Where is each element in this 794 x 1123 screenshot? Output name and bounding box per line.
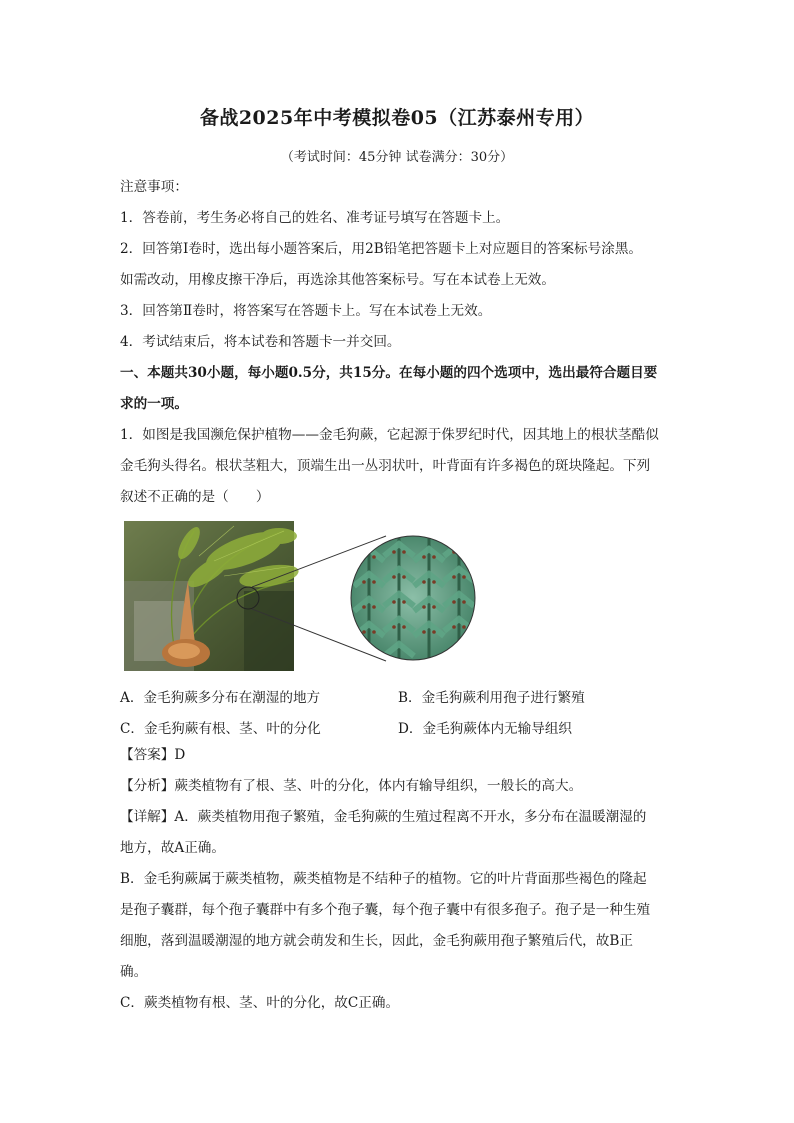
option-b: B．金毛狗蕨利用孢子进行繁殖 <box>398 690 585 706</box>
option-d: D．金毛狗蕨体内无输导组织 <box>398 721 573 737</box>
page-title: 备战2025年中考模拟卷05（江苏泰州专用） <box>199 107 595 129</box>
fern-photo <box>124 521 300 671</box>
note-item: 如需改动，用橡皮擦干净后，再选涂其他答案标号。写在本试卷上无效。 <box>120 272 555 288</box>
detail-line: C．蕨类植物有根、茎、叶的分化，故C正确。 <box>120 995 400 1011</box>
section-instructions: 一、本题共30小题，每小题0.5分，共15分。在每小题的四个选项中，选出最符合题目要 <box>120 365 658 381</box>
answer-line: 【答案】D <box>120 747 186 763</box>
magnified-leaf <box>351 531 475 671</box>
note-item: 2．回答第Ⅰ卷时，选出每小题答案后，用2B铅笔把答题卡上对应题目的答案标号涂黑。 <box>120 241 643 257</box>
note-item: 4．考试结束后，将本试卷和答题卡一并交回。 <box>120 334 401 350</box>
exam-info: （考试时间：45分钟 试卷满分：30分） <box>280 150 514 165</box>
note-item: 1．答卷前，考生务必将自己的姓名、准考证号填写在答题卡上。 <box>120 210 510 226</box>
question-stem: 叙述不正确的是（ ） <box>120 489 270 505</box>
detail-line: 地方，故A正确。 <box>120 840 225 856</box>
detail-line: 是孢子囊群，每个孢子囊群中有多个孢子囊，每个孢子囊中有很多孢子。孢子是一种生殖 <box>120 902 651 918</box>
option-c: C．金毛狗蕨有根、茎、叶的分化 <box>120 721 321 737</box>
analysis-line: 【分析】蕨类植物有了根、茎、叶的分化，体内有输导组织，一般长的高大。 <box>120 778 583 794</box>
section-instructions: 求的一项。 <box>120 396 188 412</box>
detail-line: B．金毛狗蕨属于蕨类植物，蕨类植物是不结种子的植物。它的叶片背面那些褐色的隆起 <box>120 871 647 887</box>
detail-line: 细胞，落到温暖潮湿的地方就会萌发和生长，因此，金毛狗蕨用孢子繁殖后代，故B正 <box>120 933 633 949</box>
notes-heading: 注意事项： <box>120 179 188 195</box>
question-stem: 金毛狗头得名。根状茎粗大，顶端生出一丛羽状叶，叶背面有许多褐色的斑块隆起。下列 <box>120 458 651 474</box>
note-item: 3．回答第Ⅱ卷时，将答案写在答题卡上。写在本试卷上无效。 <box>120 303 492 319</box>
detail-line: 确。 <box>120 964 148 980</box>
fern-figure <box>124 521 524 671</box>
question-stem: 1．如图是我国濒危保护植物——金毛狗蕨，它起源于侏罗纪时代，因其地上的根状茎酷似 <box>120 427 659 443</box>
option-a: A．金毛狗蕨多分布在潮湿的地方 <box>120 690 321 706</box>
detail-line: 【详解】A．蕨类植物用孢子繁殖，金毛狗蕨的生殖过程离不开水，多分布在温暖潮湿的 <box>120 809 647 825</box>
